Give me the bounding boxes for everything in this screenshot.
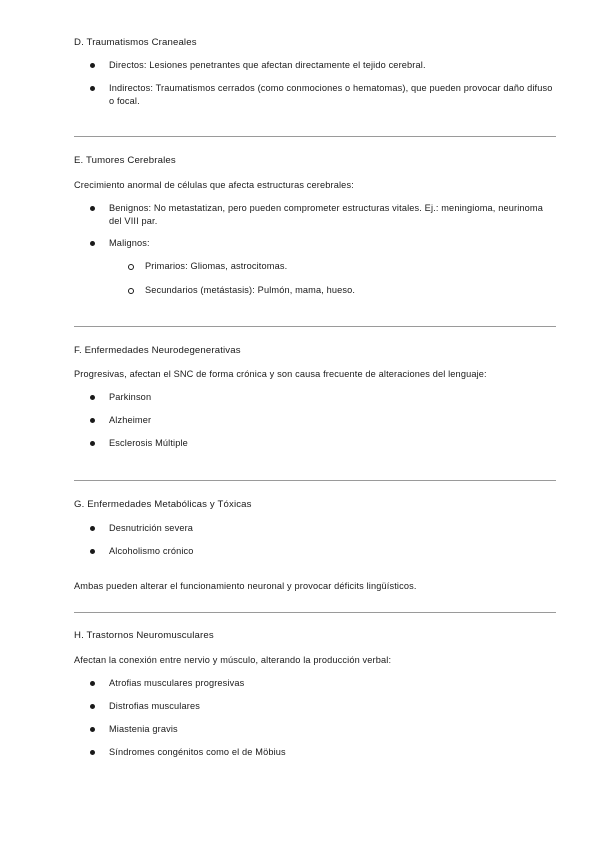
bullet-icon: [90, 681, 95, 686]
section-d-item-2-text: Indirectos: Traumatismos cerrados (como conmociones o hematomas), que pueden provocar daño difuso o focal.: [109, 83, 553, 106]
section-f-item-2-text: Alzheimer: [109, 415, 152, 425]
bullet-icon: [90, 750, 95, 755]
section-e-item-2-text: Malignos:: [109, 238, 150, 248]
bullet-icon: [90, 86, 95, 91]
section-divider: [74, 480, 556, 481]
section-h-item-1-text: Atrofias musculares progresivas: [109, 678, 245, 688]
section-f-title: F. Enfermedades Neurodegenerativas: [74, 345, 241, 356]
section-f-intro: Progresivas, afectan el SNC de forma crónica y son causa frecuente de alteraciones del lenguaje:: [74, 369, 487, 379]
bullet-icon: [90, 241, 95, 246]
bullet-icon: [90, 418, 95, 423]
section-divider: [74, 136, 556, 137]
bullet-icon: [90, 63, 95, 68]
bullet-icon: [90, 206, 95, 211]
section-h-item-4-text: Síndromes congénitos como el de Möbius: [109, 747, 286, 757]
section-f-item-1-text: Parkinson: [109, 392, 152, 402]
section-e-title: E. Tumores Cerebrales: [74, 155, 176, 166]
section-f-item-3-text: Esclerosis Múltiple: [109, 438, 188, 448]
section-e-subitem-2-text: Secundarios (metástasis): Pulmón, mama, hueso.: [145, 285, 356, 295]
section-h-item-2-text: Distrofias musculares: [109, 701, 200, 711]
bullet-icon: [90, 727, 95, 732]
bullet-icon: [90, 441, 95, 446]
section-d-item-1-text: Directos: Lesiones penetrantes que afectan directamente el tejido cerebral.: [109, 60, 426, 70]
section-divider: [74, 612, 556, 613]
section-g-outro: Ambas pueden alterar el funcionamiento neuronal y provocar déficits lingüísticos.: [74, 581, 417, 591]
section-d-title: D. Traumatismos Craneales: [74, 37, 197, 48]
section-h-intro: Afectan la conexión entre nervio y músculo, alterando la producción verbal:: [74, 655, 392, 665]
section-e-intro: Crecimiento anormal de células que afecta estructuras cerebrales:: [74, 180, 354, 190]
section-e-subitem-1-text: Primarios: Gliomas, astrocitomas.: [145, 261, 288, 271]
bullet-icon: [90, 704, 95, 709]
section-g-title: G. Enfermedades Metabólicas y Tóxicas: [74, 499, 252, 510]
section-h-item-3-text: Miastenia gravis: [109, 724, 178, 734]
section-g-item-1-text: Desnutrición severa: [109, 523, 194, 533]
section-divider: [74, 326, 556, 327]
bullet-icon: [90, 395, 95, 400]
bullet-icon: [90, 549, 95, 554]
section-e-item-1-text: Benignos: No metastatizan, pero pueden comprometer estructuras vitales. Ej.: meningioma, neurinoma del VIII par.: [109, 203, 543, 226]
hollow-bullet-icon: [128, 288, 134, 294]
section-g-item-2-text: Alcoholismo crónico: [109, 546, 194, 556]
hollow-bullet-icon: [128, 264, 134, 270]
section-h-title: H. Trastornos Neuromusculares: [74, 630, 214, 641]
bullet-icon: [90, 526, 95, 531]
